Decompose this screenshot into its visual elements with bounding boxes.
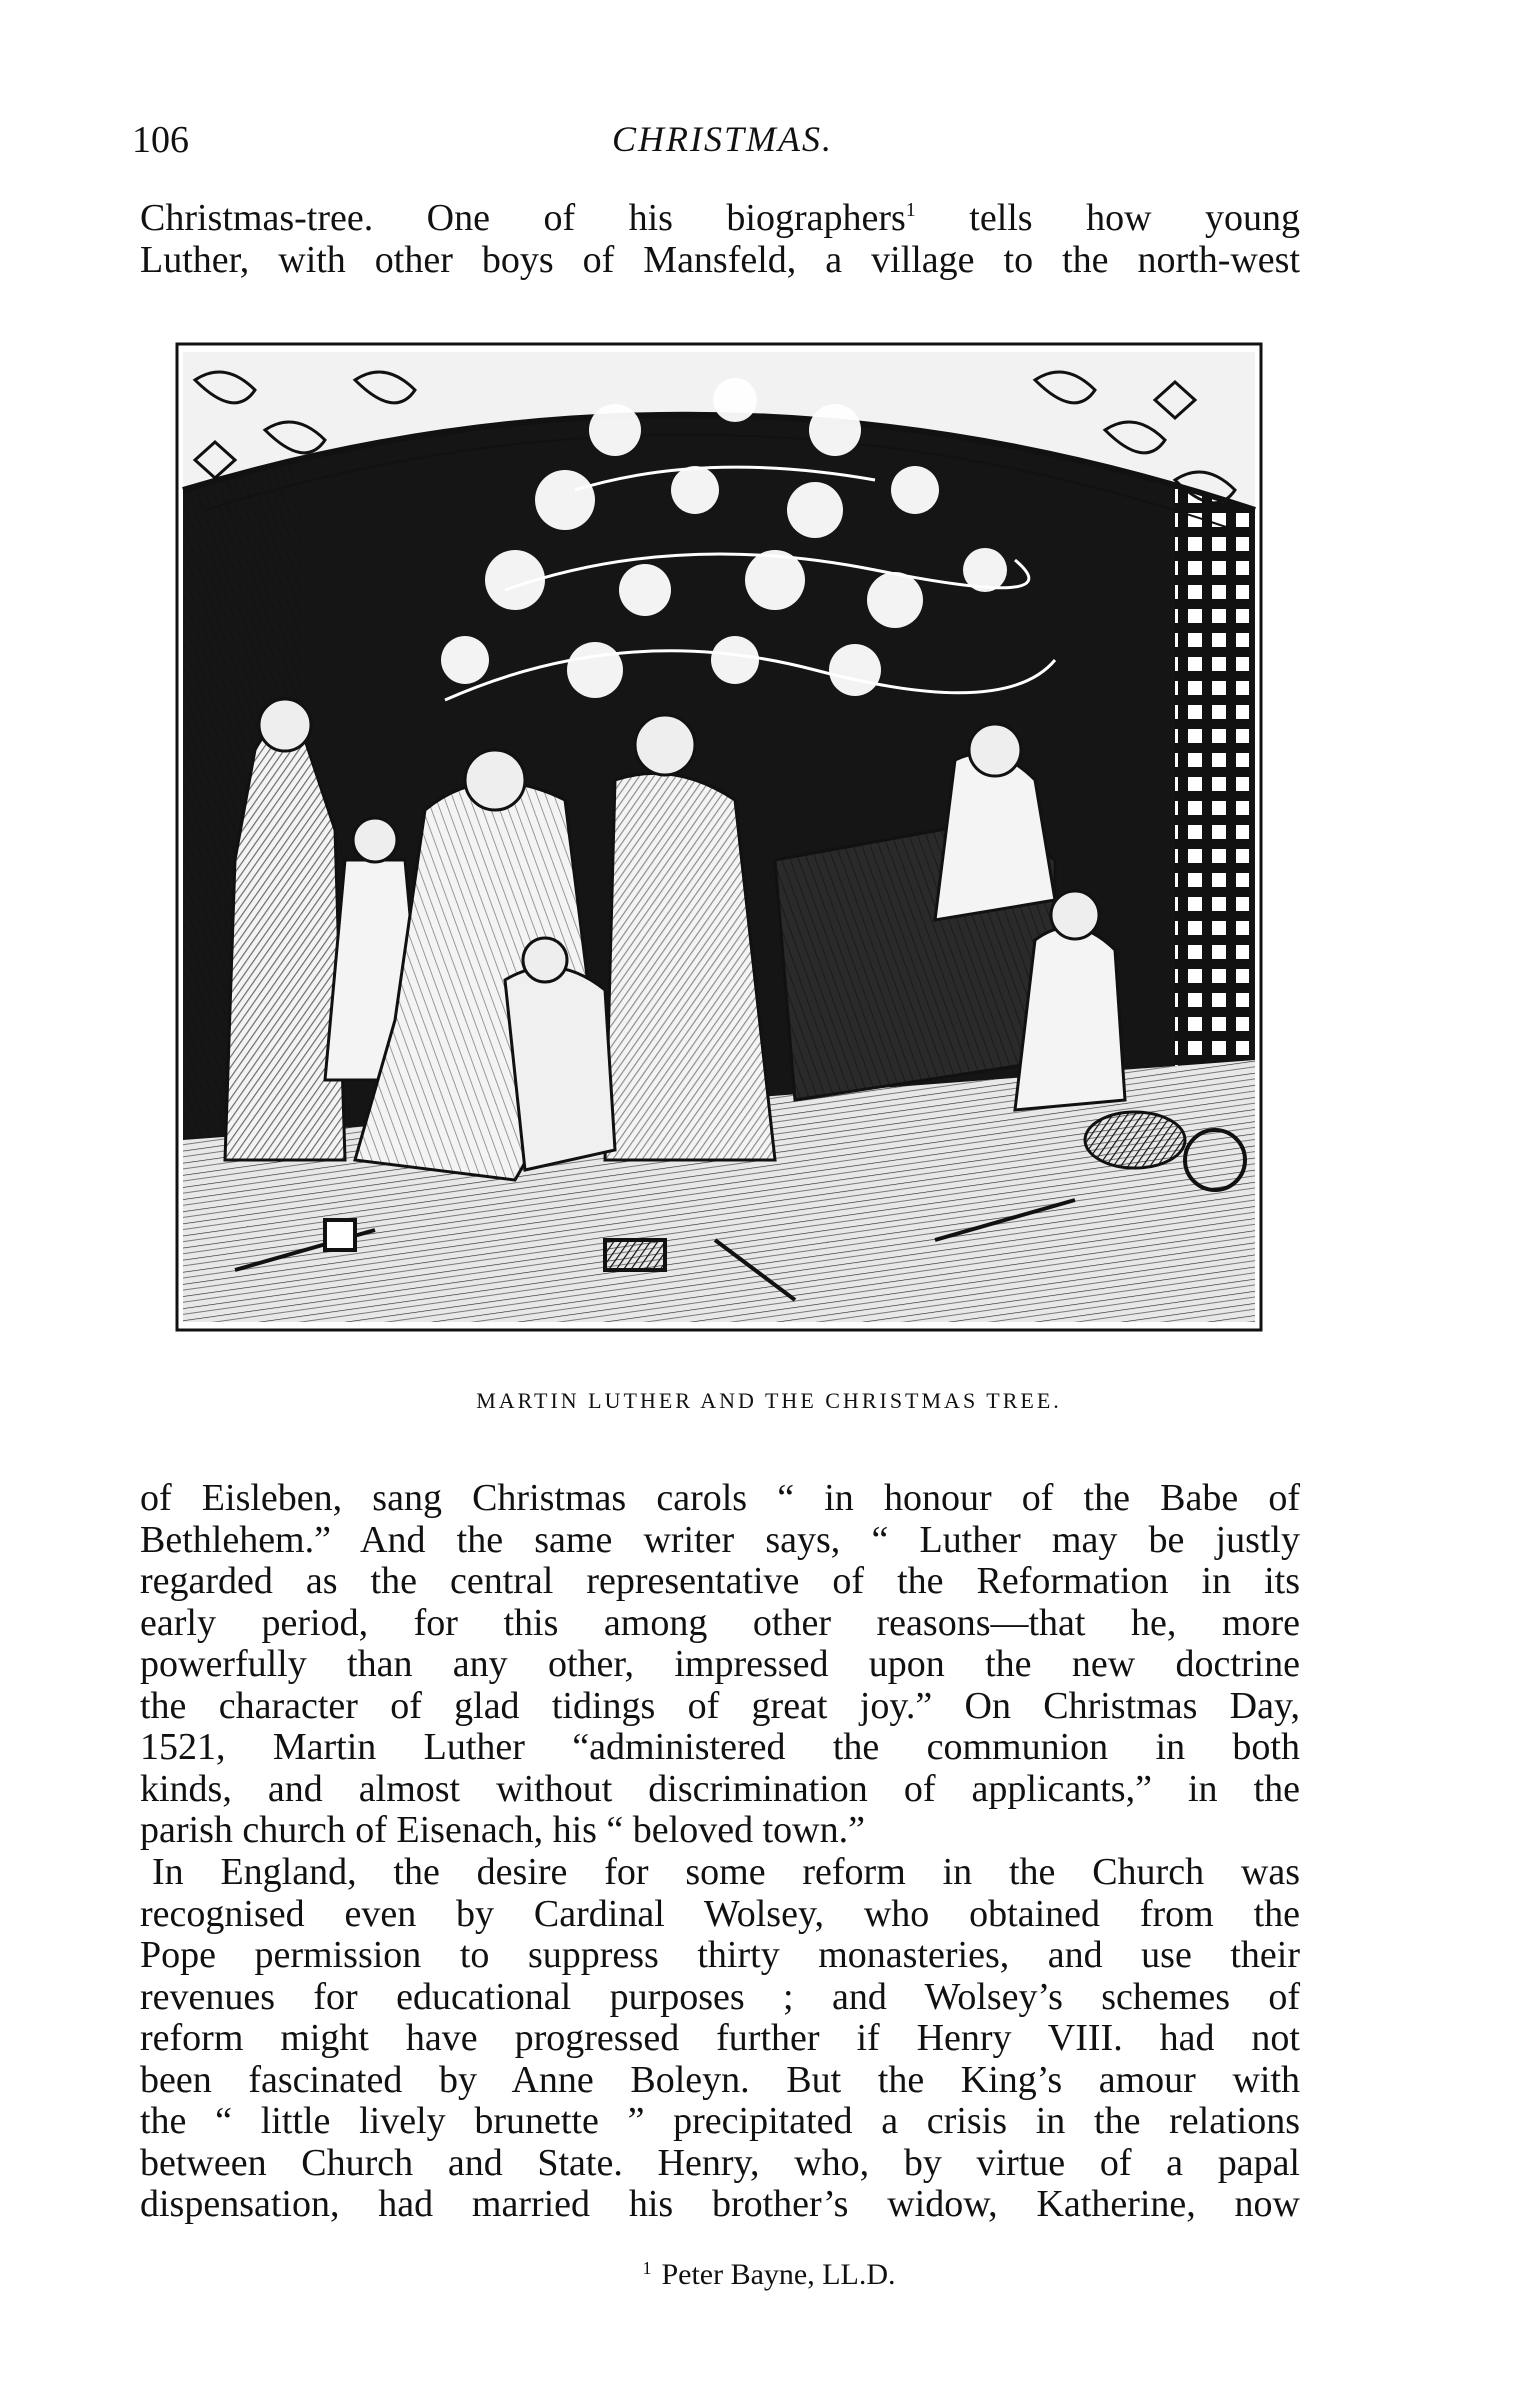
text-line: dispensation, had married his brother’s widow, Katherine, now — [140, 2183, 1300, 2225]
text-line: powerfully than any other, impressed upon the new doctrine — [140, 1643, 1300, 1685]
footnote-text: Peter Bayne, LL.D. — [661, 2258, 896, 2291]
engraving-figure — [175, 340, 1263, 1332]
text-line: Pope permission to suppress thirty monasteries, and use their — [140, 1934, 1300, 1976]
text-line: been fascinated by Anne Boleyn. But the King’s amour with — [140, 2058, 1300, 2101]
text-line: kinds, and almost without discrimination of applicants,” in the — [140, 1767, 1300, 1810]
text-line: Bethlehem.” And the same writer says, “ Luther may be justly — [140, 1518, 1300, 1561]
text-line: recognised even by Cardinal Wolsey, who obtained from the — [140, 1892, 1300, 1935]
footnote-reference: 1 — [905, 199, 916, 221]
text-line: Luther, with other boys of Mansfeld, a village to the north-west — [140, 238, 1300, 281]
footnote-marker: 1 — [642, 2258, 652, 2278]
text-line: between Church and State. Henry, who, by virtue of a papal — [140, 2141, 1300, 2184]
figure-caption: MARTIN LUTHER AND THE CHRISTMAS TREE. — [476, 1388, 1062, 1413]
text-line: of Eisleben, sang Christmas carols “ in honour of the Babe of — [140, 1477, 1300, 1519]
text-line: 1521, Martin Luther “administered the communion in both — [140, 1726, 1300, 1768]
text-line — [140, 190, 1300, 240]
text-line: parish church of Eisenach, his “ beloved town.” — [140, 1809, 865, 1851]
footnote — [0, 2258, 1538, 2292]
engraving-illustration — [175, 340, 1263, 1332]
text-line: revenues for educational purposes ; and Wolsey’s schemes of — [140, 1975, 1300, 2018]
text-line: reform might have progressed further if Henry VIII. had not — [140, 2017, 1300, 2059]
text-line: the “ little lively brunette ” precipitated a crisis in the relations — [140, 2100, 1300, 2142]
text-line: early period, for this among other reasons—that he, more — [140, 1601, 1300, 1644]
text-fragment: Christmas-tree. One of his biographers — [140, 197, 906, 239]
text-fragment: tells how young — [915, 197, 1300, 239]
page-number: 106 — [132, 119, 189, 161]
body-paragraph-1 — [140, 1478, 1300, 1852]
top-paragraph — [140, 190, 1300, 281]
text-line: the character of glad tidings of great joy.” On Christmas Day, — [140, 1684, 1300, 1727]
body-paragraph-2 — [140, 1852, 1300, 2226]
text-line: regarded as the central representative of the Reformation in its — [140, 1560, 1300, 1602]
text-line: In England, the desire for some reform in the Church was — [152, 1851, 1300, 1893]
page-header — [0, 118, 1538, 178]
running-head: CHRISTMAS. — [612, 119, 833, 159]
